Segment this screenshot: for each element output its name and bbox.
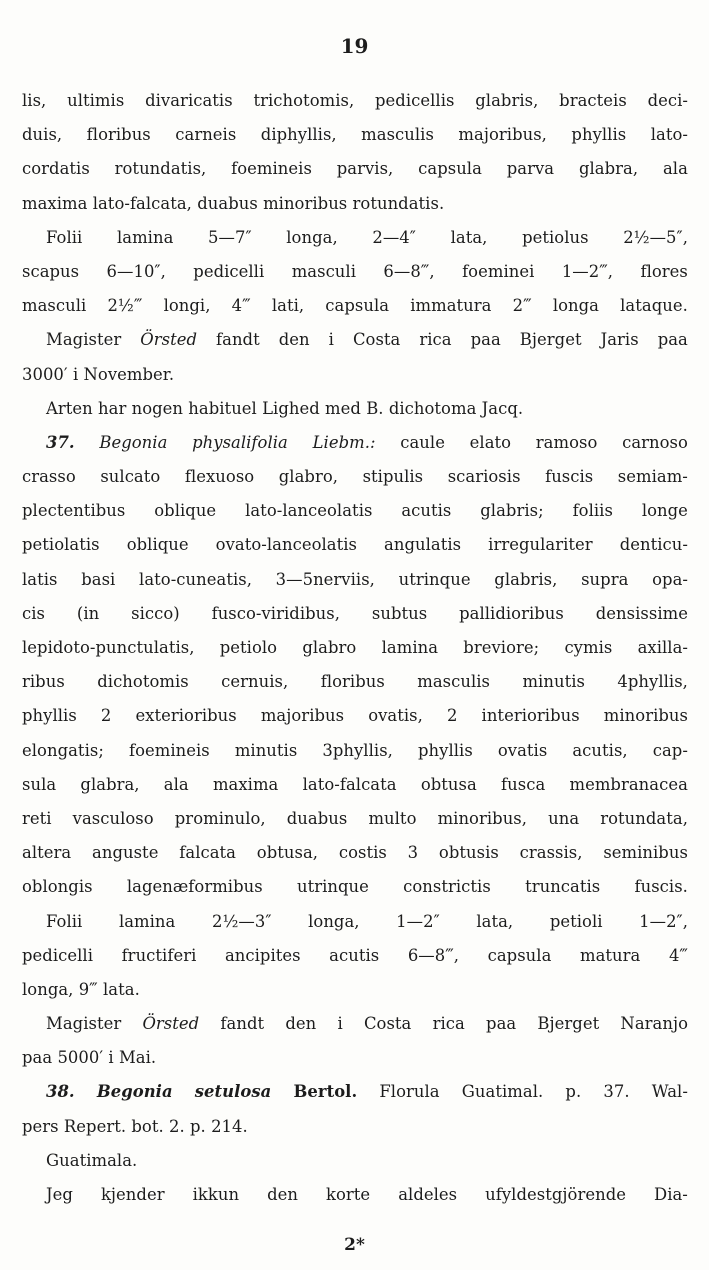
text-line: latis basi lato-cuneatis, 3—5nerviis, utrinque glabris, supra opa- (22, 569, 688, 589)
text-line: ribus dichotomis cernuis, floribus masculis minutis 4phyllis, (22, 672, 688, 692)
text-line: Arten har nogen habituel Lighed med B. dichotoma Jacq. (46, 398, 524, 418)
text-line: oblongis lagenæformibus utrinque constrictis truncatis fuscis. (22, 877, 688, 897)
text-line: phyllis 2 exterioribus majoribus ovatis, 2 interioribus minoribus (22, 706, 688, 726)
text-line: Magister Örsted fandt den i Costa rica paa Bjerget Naranjo (46, 1014, 688, 1034)
text-line: crasso sulcato flexuoso glabro, stipulis scariosis fuscis semiam- (22, 467, 688, 487)
text-line: Folii lamina 5—7″ longa, 2—4″ lata, petiolus 2½—5″, (46, 227, 688, 247)
page-body (22, 84, 688, 1212)
text-line: Folii lamina 2½—3″ longa, 1—2″ lata, petioli 1—2″, (46, 911, 688, 931)
text-line: Guatimala. (46, 1150, 138, 1170)
text-line: lis, ultimis divaricatis trichotomis, pedicellis glabris, bracteis deci- (22, 91, 688, 110)
text-line: cis (in sicco) fusco-viridibus, subtus pallidioribus densissime (22, 603, 688, 623)
text-line: elongatis; foemineis minutis 3phyllis, phyllis ovatis acutis, cap- (22, 740, 688, 760)
text-line: lepidoto-punctulatis, petiolo glabro lamina breviore; cymis axilla- (22, 638, 688, 657)
text-line: duis, floribus carneis diphyllis, masculis majoribus, phyllis lato- (22, 125, 688, 145)
page-number: 19 (340, 34, 369, 58)
text-line: sula glabra, ala maxima lato-falcata obtusa fusca membranacea (22, 774, 688, 794)
text-line: 38. Begonia setulosa Bertol. Florula Guatimal. p. 37. Wal- (46, 1082, 688, 1102)
signature-mark: 2* (344, 1235, 365, 1255)
text-line: Magister Örsted fandt den i Costa rica paa Bjerget Jaris paa (46, 330, 688, 350)
text-line: 3000′ i November. (22, 364, 175, 384)
text-line: paa 5000′ i Mai. (22, 1048, 157, 1068)
text-line: longa, 9‴ lata. (22, 979, 140, 999)
text-line: altera anguste falcata obtusa, costis 3 obtusis crassis, seminibus (22, 843, 688, 863)
text-line: pedicelli fructiferi ancipites acutis 6—8‴, capsula matura 4‴ (22, 945, 688, 965)
text-line: pers Repert. bot. 2. p. 214. (22, 1116, 248, 1136)
text-line: masculi 2½‴ longi, 4‴ lati, capsula immatura 2‴ longa lataque. (22, 296, 688, 316)
text-line: Jeg kjender ikkun den korte aldeles ufyldestgjörende Dia- (46, 1185, 688, 1204)
text-line: scapus 6—10″, pedicelli masculi 6—8‴, foeminei 1—2‴, flores (22, 261, 688, 281)
text-line: maxima lato-falcata, duabus minoribus rotundatis. (22, 193, 445, 213)
text-line: cordatis rotundatis, foemineis parvis, capsula parva glabra, ala (22, 159, 688, 179)
text-line: petiolatis oblique ovato-lanceolatis angulatis irregulariter denticu- (22, 535, 688, 555)
text-line: 37. Begonia physalifolia Liebm.: caule elato ramoso carnoso (46, 432, 688, 452)
text-line: reti vasculoso prominulo, duabus multo minoribus, una rotundata, (22, 808, 688, 828)
text-line: plectentibus oblique lato-lanceolatis acutis glabris; foliis longe (22, 501, 688, 521)
